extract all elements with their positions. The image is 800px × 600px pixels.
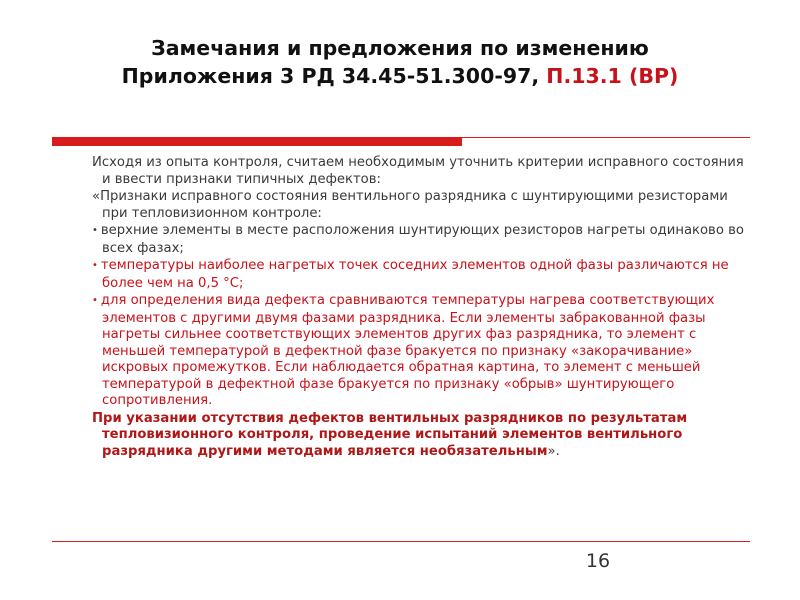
bottom-divider <box>52 541 750 542</box>
paragraph-criteria-heading: «Признаки исправного состояния вентильного разрядника с шунтирующими резисторами при тепловизионном контроле: <box>92 189 728 221</box>
title-line-2 <box>40 62 760 90</box>
bullet-item-2 <box>92 258 748 292</box>
top-divider-thin <box>462 137 750 138</box>
bullet-item-2-text: температуры наиболее нагретых точек соседних элементов одной фазы различаются не более чем на 0,5 °С; <box>100 258 729 291</box>
bullet-item-3 <box>92 293 748 410</box>
bullet-item-1-text: верхние элементы в месте расположения шунтирующих резисторов нагреты одинаково во всех фазах; <box>100 223 744 256</box>
top-divider-thick <box>52 137 462 146</box>
paragraph-intro: Исходя из опыта контроля, считаем необходимым уточнить критерии исправного состояния и ввести признаки типичных дефектов: <box>92 155 744 187</box>
title-highlight: П.13.1 (ВР) <box>546 64 679 88</box>
conclusion-end-text: ». <box>547 443 560 459</box>
slide-body <box>92 155 748 461</box>
bullet-icon: • <box>92 225 98 236</box>
title-line-2-text: Приложения 3 РД 34.45-51.300-97, <box>121 64 547 88</box>
title-line-1: Замечания и предложения по изменению <box>151 36 649 60</box>
conclusion-bold-text: При указании отсутствия дефектов вентильных разрядников по результатам тепловизионного контроля, проведение испытаний элементов вентильного разрядника другими методами является необязательным <box>92 410 688 459</box>
page-number: 16 <box>585 550 611 572</box>
paragraph-conclusion <box>92 411 748 461</box>
slide-title <box>40 34 760 90</box>
bullet-icon: • <box>92 295 98 306</box>
bullet-icon: • <box>92 260 98 271</box>
bullet-item-1 <box>92 223 748 257</box>
bullet-item-3-text: для определения вида дефекта сравниваются температуры нагрева соответствующих элементов с другими двумя фазами разрядника. Если элементы забракованной фазы нагреты сильнее соответствующих элементов других фаз разрядника, то элемент с меньшей температурой в дефектной фазе бракуется по признаку «закорачивание» искровых промежутков. Если наблюдается обратная картина, то элемент с меньшей температурой в дефектной фазе бракуется по признаку «обрыв» шунтирующего сопротивления. <box>100 293 715 408</box>
